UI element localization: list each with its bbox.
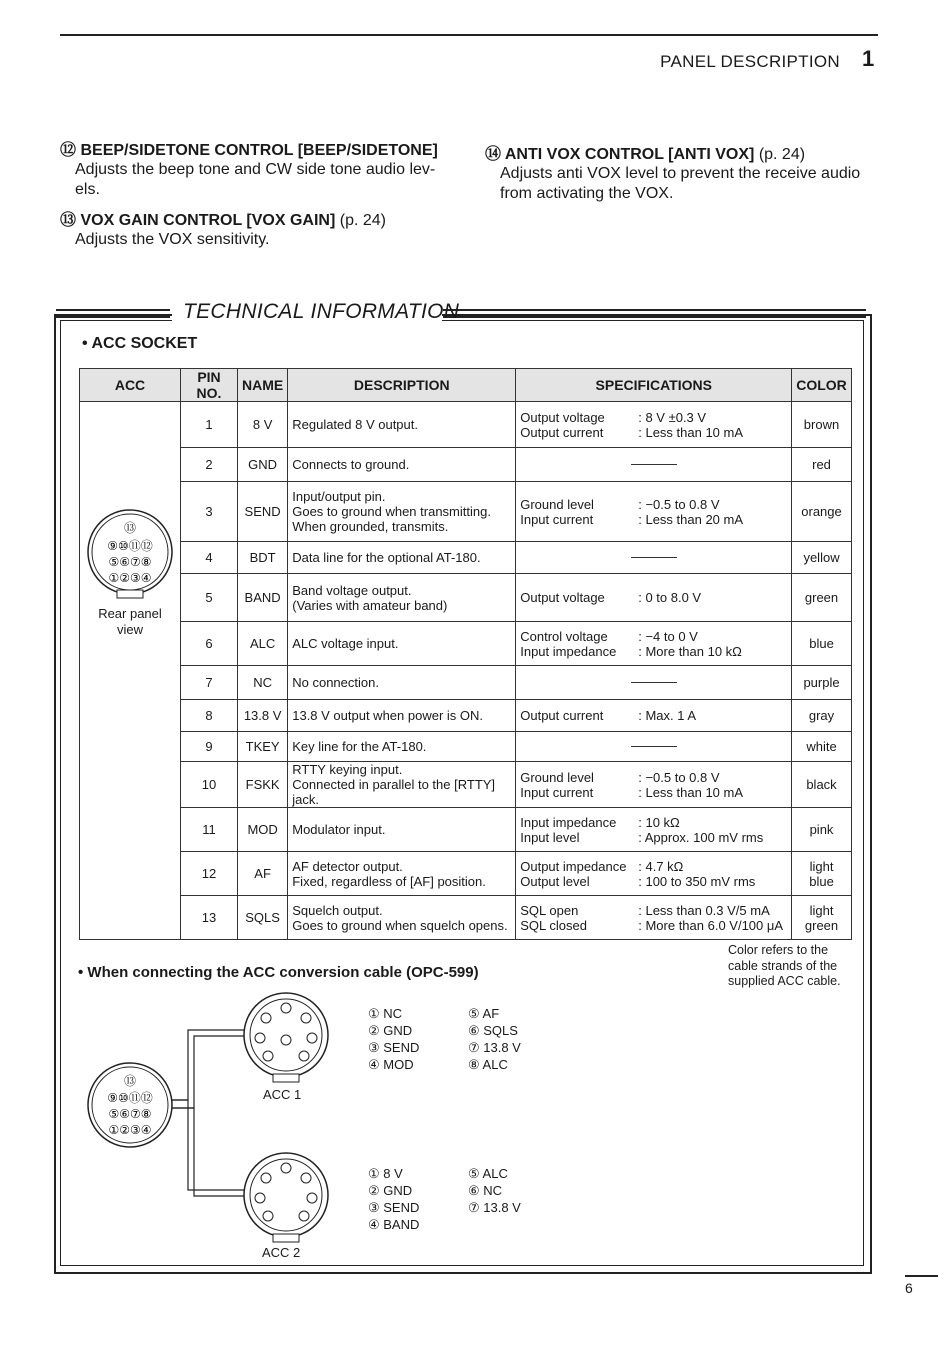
pin-cell: 3 (181, 482, 238, 542)
description-cell: Data line for the optional AT-180. (288, 542, 516, 574)
pin-cell: 9 (181, 732, 238, 762)
table-header-row: ACC PIN NO. NAME DESCRIPTION SPECIFICATIONS COLOR (80, 369, 852, 402)
name-cell: 13.8 V (238, 700, 288, 732)
color-cell: yellow (792, 542, 852, 574)
name-cell: SEND (238, 482, 288, 542)
title-rule-left (56, 309, 170, 318)
acc2-pins-left: ① 8 V ② GND ③ SEND ④ BAND (368, 1166, 420, 1232)
specification-cell (516, 448, 792, 482)
description-cell: Connects to ground. (288, 448, 516, 482)
table-row (80, 402, 852, 448)
table-row (80, 762, 852, 808)
svg-text:①②③④: ①②③④ (108, 571, 152, 585)
socket-caption: Rear panel view (98, 606, 162, 637)
specification-cell: Control voltage : −4 to 0 V Input impedance : More than 10 kΩ (516, 622, 792, 666)
table-row (80, 448, 852, 482)
svg-text:①②③④: ①②③④ (108, 1123, 152, 1137)
name-cell: NC (238, 666, 288, 700)
svg-text:⑨⑩⑪⑫: ⑨⑩⑪⑫ (107, 539, 153, 553)
pin-cell: 1 (181, 402, 238, 448)
table-row (80, 666, 852, 700)
no-spec-dash (631, 464, 677, 465)
specification-cell: Input impedance : 10 kΩ Input level : Approx. 100 mV rms (516, 808, 792, 852)
acc2-connector-icon (244, 1153, 328, 1242)
acc1-pins-right: ⑤ AF ⑥ SQLS ⑦ 13.8 V ⑧ ALC (468, 1006, 521, 1072)
marker-12-icon: ⑫ (60, 142, 77, 159)
color-cell: pink (792, 808, 852, 852)
specification-cell: Output voltage : 8 V ±0.3 V Output current : Less than 10 mA (516, 402, 792, 448)
svg-text:⑤⑥⑦⑧: ⑤⑥⑦⑧ (108, 1107, 152, 1121)
color-cell: orange (792, 482, 852, 542)
name-cell: GND (238, 448, 288, 482)
specification-cell (516, 542, 792, 574)
main-socket-icon (88, 1063, 172, 1147)
color-cell: brown (792, 402, 852, 448)
name-cell: BAND (238, 574, 288, 622)
acc-socket-table (79, 368, 852, 940)
pin-cell: 8 (181, 700, 238, 732)
name-cell: SQLS (238, 896, 288, 940)
pin-cell: 11 (181, 808, 238, 852)
specification-cell (516, 732, 792, 762)
name-cell: MOD (238, 808, 288, 852)
control-vox-gain: ⑬ VOX GAIN CONTROL [VOX GAIN] (p. 24) Adjusts the VOX sensitivity. (60, 212, 386, 248)
name-cell: TKEY (238, 732, 288, 762)
specification-cell (516, 666, 792, 700)
name-cell: ALC (238, 622, 288, 666)
marker-14-icon: ⑭ (485, 146, 502, 163)
specification-cell: Output voltage : 0 to 8.0 V (516, 574, 792, 622)
description-cell: No connection. (288, 666, 516, 700)
pin-cell: 13 (181, 896, 238, 940)
name-cell: FSKK (238, 762, 288, 808)
control-beep-sidetone: ⑫ BEEP/SIDETONE CONTROL [BEEP/SIDETONE] Adjusts the beep tone and CW side tone audio lev- els. (60, 142, 438, 198)
page-rule (905, 1275, 938, 1277)
color-cell: light blue (792, 852, 852, 896)
table-row (80, 852, 852, 896)
din-socket-icon (85, 506, 175, 601)
pin-cell: 6 (181, 622, 238, 666)
cable-diagram (80, 990, 340, 1250)
table-row (80, 622, 852, 666)
description-cell: RTTY keying input. Connected in parallel to the [RTTY] jack. (288, 762, 516, 808)
specification-cell: Output current : Max. 1 A (516, 700, 792, 732)
name-cell: BDT (238, 542, 288, 574)
acc1-pins-left: ① NC ② GND ③ SEND ④ MOD (368, 1006, 420, 1072)
description-cell: Squelch output. Goes to ground when squelch opens. (288, 896, 516, 940)
top-rule (60, 34, 878, 36)
description-cell: Input/output pin. Goes to ground when transmitting. When grounded, transmits. (288, 482, 516, 542)
acc-column-cell (80, 402, 181, 940)
pin-cell: 10 (181, 762, 238, 808)
table-row (80, 732, 852, 762)
pin-cell: 4 (181, 542, 238, 574)
no-spec-dash (631, 557, 677, 558)
specification-cell: SQL open : Less than 0.3 V/5 mA SQL closed : More than 6.0 V/100 μA (516, 896, 792, 940)
color-note: Color refers to the cable strands of the supplied ACC cable. (728, 943, 841, 988)
table-row (80, 574, 852, 622)
color-cell: gray (792, 700, 852, 732)
no-spec-dash (631, 746, 677, 747)
color-cell: black (792, 762, 852, 808)
description-cell: 13.8 V output when power is ON. (288, 700, 516, 732)
specification-cell: Output impedance : 4.7 kΩ Output level : 100 to 350 mV rms (516, 852, 792, 896)
description-cell: Regulated 8 V output. (288, 402, 516, 448)
control-title: BEEP/SIDETONE CONTROL [BEEP/SIDETONE] (80, 142, 438, 159)
acc1-connector-icon (244, 993, 328, 1082)
color-cell: red (792, 448, 852, 482)
acc2-label: ACC 2 (262, 1245, 301, 1260)
color-cell: green (792, 574, 852, 622)
description-cell: Modulator input. (288, 808, 516, 852)
name-cell: AF (238, 852, 288, 896)
tech-title: TECHNICAL INFORMATION (183, 300, 460, 323)
color-cell: white (792, 732, 852, 762)
pin-cell: 12 (181, 852, 238, 896)
chapter-number: 1 (862, 46, 875, 71)
socket-rear-view (85, 506, 175, 646)
pin-cell: 5 (181, 574, 238, 622)
description-cell: AF detector output. Fixed, regardless of [AF] position. (288, 852, 516, 896)
control-anti-vox: ⑭ ANTI VOX CONTROL [ANTI VOX] (p. 24) Adjusts anti VOX level to prevent the receive audio from activating the VOX. (485, 146, 861, 202)
specification-cell: Ground level : −0.5 to 0.8 V Input current : Less than 20 mA (516, 482, 792, 542)
section-header: PANEL DESCRIPTION (660, 52, 840, 71)
svg-text:⑬: ⑬ (123, 521, 137, 535)
color-cell: light green (792, 896, 852, 940)
marker-13-icon: ⑬ (60, 212, 77, 229)
svg-text:⑬: ⑬ (123, 1074, 137, 1088)
acc2-pins-right: ⑤ ALC ⑥ NC ⑦ 13.8 V (468, 1166, 521, 1215)
svg-text:⑤⑥⑦⑧: ⑤⑥⑦⑧ (108, 555, 152, 569)
color-cell: purple (792, 666, 852, 700)
description-cell: Band voltage output. (Varies with amateur band) (288, 574, 516, 622)
no-spec-dash (631, 682, 677, 683)
description-cell: Key line for the AT-180. (288, 732, 516, 762)
page-number: 6 (905, 1280, 913, 1296)
table-row (80, 700, 852, 732)
specification-cell: Ground level : −0.5 to 0.8 V Input current : Less than 10 mA (516, 762, 792, 808)
table-row (80, 542, 852, 574)
table-row (80, 482, 852, 542)
title-rule-right (443, 309, 866, 318)
conversion-cable-title: • When connecting the ACC conversion cable (OPC-599) (78, 964, 479, 981)
table-row (80, 896, 852, 940)
table-row (80, 808, 852, 852)
description-cell: ALC voltage input. (288, 622, 516, 666)
acc-socket-title: • ACC SOCKET (82, 335, 198, 352)
pin-cell: 2 (181, 448, 238, 482)
pin-cell: 7 (181, 666, 238, 700)
name-cell: 8 V (238, 402, 288, 448)
color-cell: blue (792, 622, 852, 666)
acc1-label: ACC 1 (263, 1087, 302, 1102)
svg-text:⑨⑩⑪⑫: ⑨⑩⑪⑫ (107, 1091, 153, 1105)
